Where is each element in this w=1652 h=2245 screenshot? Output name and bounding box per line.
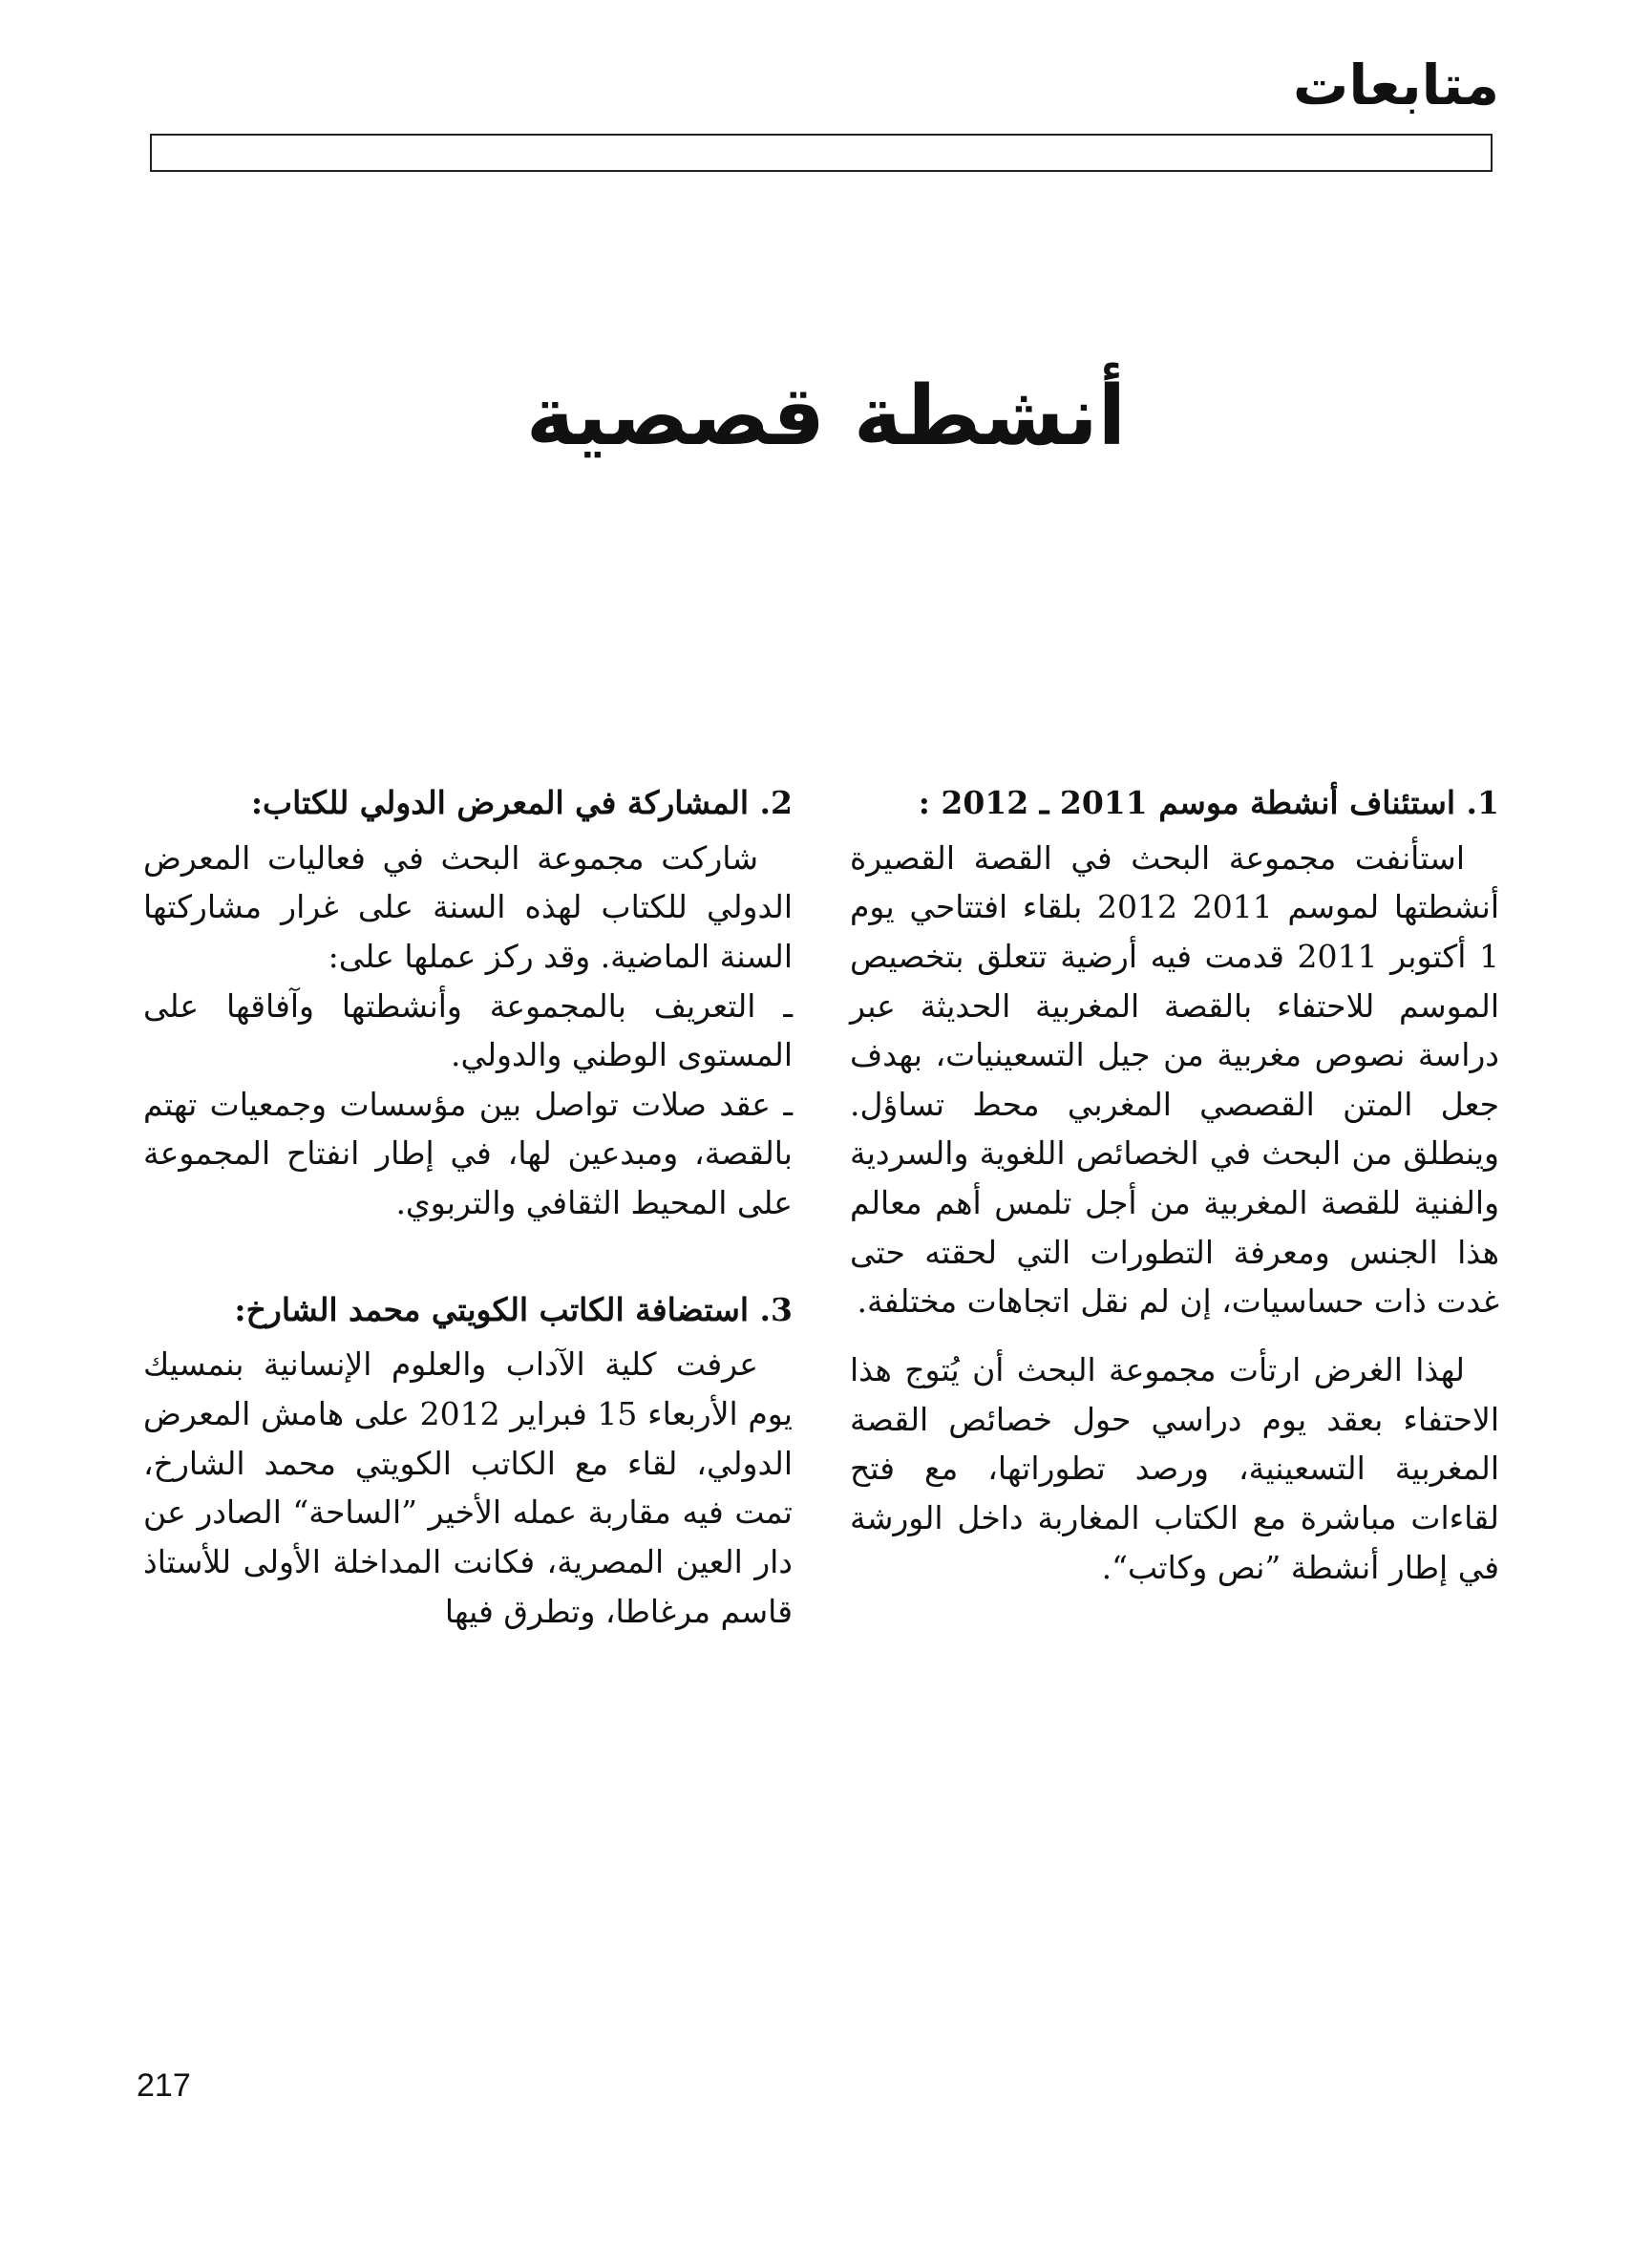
section-2-paragraph-1: شاركت مجموعة البحث في فعاليات المعرض الدولي للكتاب لهذه السنة على غرار مشاركتها السنة الماضية. وقد ركز عملها على: xyxy=(143,838,793,975)
section-3-paragraph-1: عرفت كلية الآداب والعلوم الإنسانية بنمسيك يوم الأربعاء 15 فبراير 2012 على هامش المعرض الدولي، لقاء مع الكاتب الكويتي محمد الشارخ، تمت فيه مقاربة عمله الأخير ”الساحة“ الصادر عن دار العين المصرية، فكانت المداخلة الأولى للأستاذ قاسم مرغاطا، وتطرق فيها xyxy=(143,1345,793,1630)
section-1-paragraph-2: لهذا الغرض ارتأت مجموعة البحث أن يُتوج هذا الاحتفاء بعقد يوم دراسي حول خصائص القصة المغربية التسعينية، ورصد تطوراتها، مع فتح لقاءات مباشرة مع الكتاب المغاربة داخل الورشة في إطار أنشطة ”نص وكاتب“. xyxy=(850,1351,1499,1586)
section-1-paragraph-1: استأنفت مجموعة البحث في القصة القصيرة أنشطتها لموسم 2011 2012 بلقاء افتتاحي يوم 1 أكتوبر 2011 قدمت فيه أرضية تتعلق بتخصيص الموسم للاحتفاء بالقصة المغربية الحديثة عبر دراسة نصوص مغربية من جيل التسعينيات، بهدف جعل المتن القصصي المغربي محط تساؤل. وينطلق من البحث في الخصائص اللغوية والسردية والفنية للقصة المغربية من أجل تلمس أهم معالم هذا الجنس ومعرفة التطورات التي لحقته حتى غدت ذات حساسيات، إن لم نقل اتجاهات مختلفة. xyxy=(850,838,1499,1321)
section-1-heading: 1. استئناف أنشطة موسم 2011 ـ 2012 : xyxy=(918,784,1499,821)
section-2-bullet-1: ـ التعريف بالمجموعة وأنشطتها وآفاقها على المستوى الوطني والدولي. xyxy=(143,986,793,1074)
section-2-bullet-2: ـ عقد صلات تواصل بين مؤسسات وجمعيات تهتم بالقصة، ومبدعين لها، في إطار انفتاح المجموعة على المحيط الثقافي والتربوي. xyxy=(143,1085,793,1222)
section-2-heading: 2. المشاركة في المعرض الدولي للكتاب: xyxy=(250,784,793,821)
left-column xyxy=(143,778,793,1636)
page-number: 217 xyxy=(137,2067,191,2104)
article-title: أنشطة قصصية xyxy=(525,369,1127,464)
header-rule xyxy=(150,134,1493,172)
section-3-heading: 3. استضافة الكاتب الكويتي محمد الشارخ: xyxy=(234,1290,793,1328)
section-label: متابعات xyxy=(1293,53,1499,117)
right-column xyxy=(850,778,1499,1592)
